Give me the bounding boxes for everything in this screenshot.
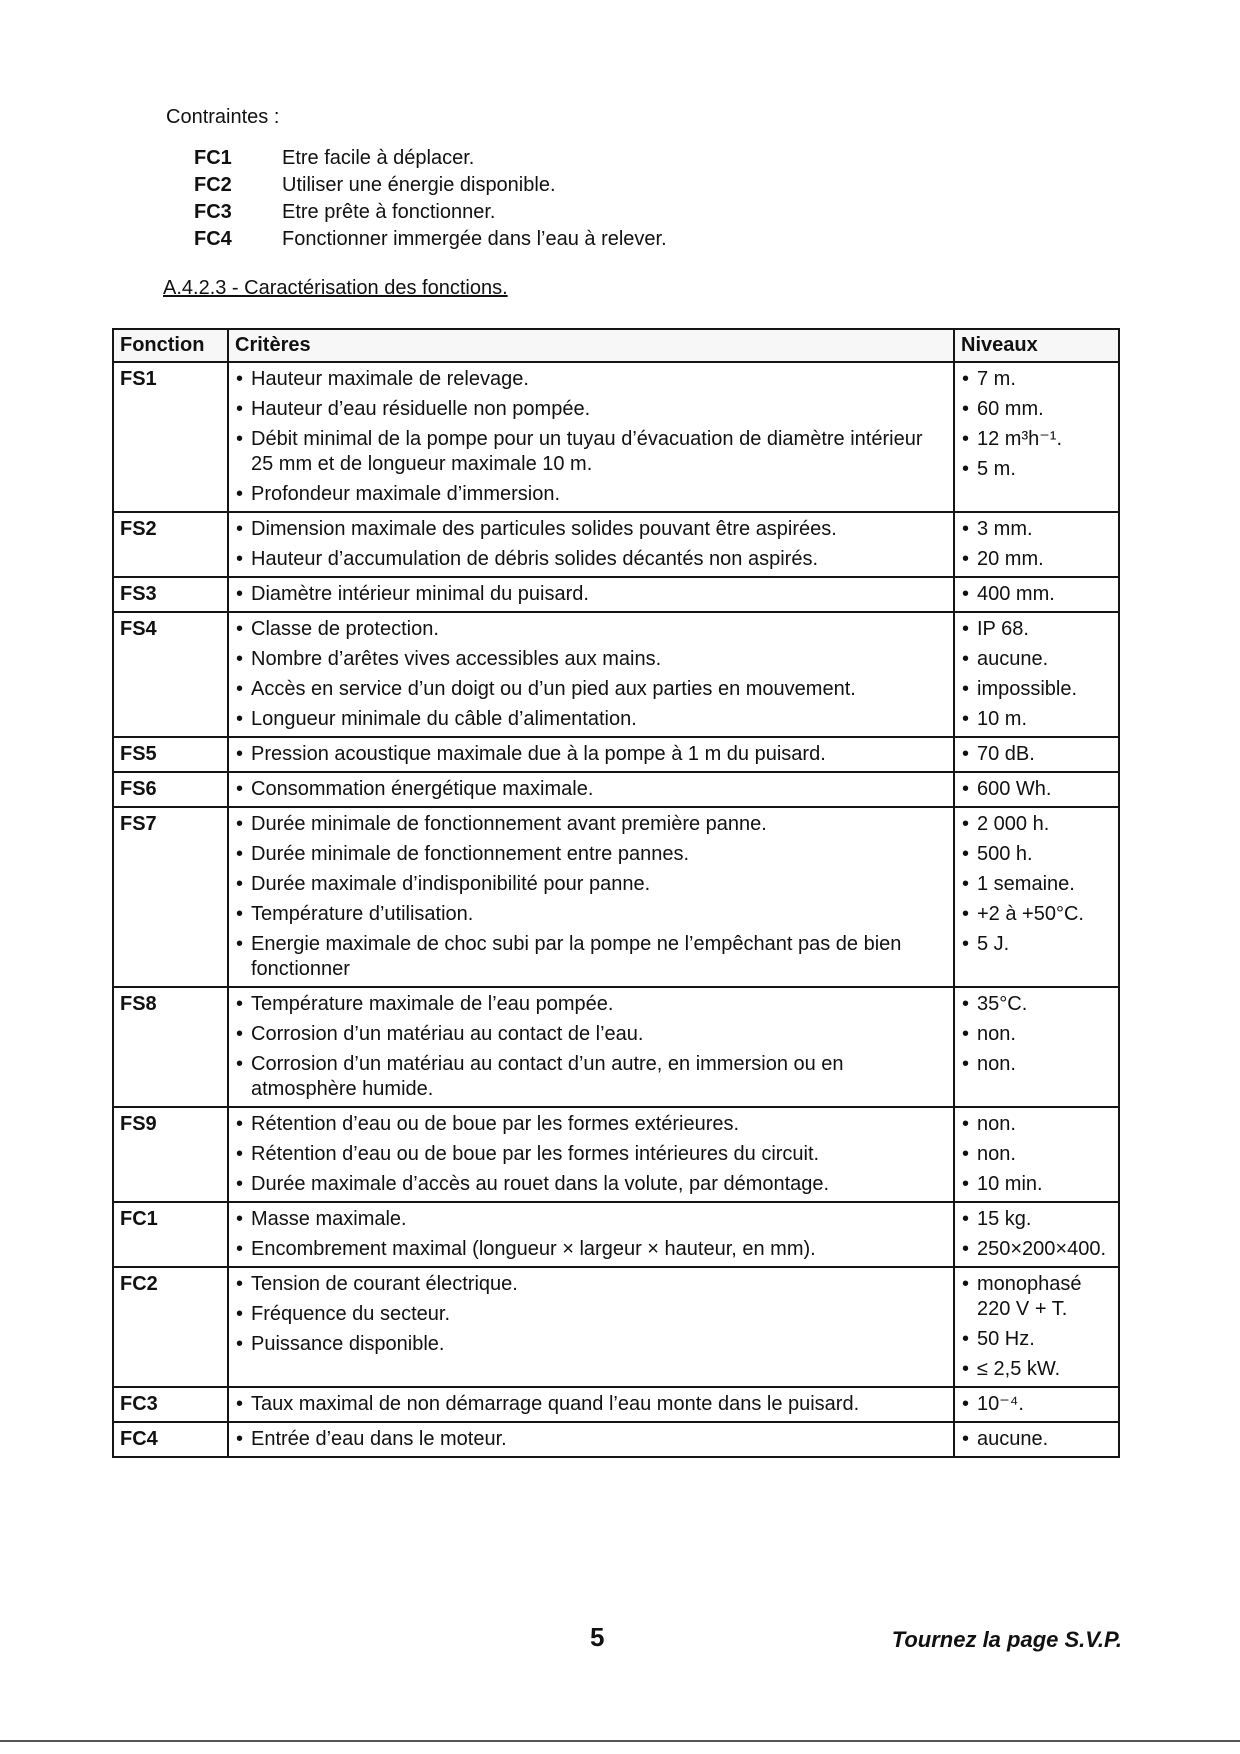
criterion-item: • Température d’utilisation. (235, 902, 947, 927)
constraints-list (194, 147, 667, 255)
level-item: • non. (961, 1052, 1112, 1077)
level-item: • 1 semaine. (961, 872, 1112, 897)
function-code: FC2 (113, 1267, 228, 1387)
levels-cell (954, 737, 1119, 772)
criteria-cell (228, 1202, 954, 1267)
level-item: • 2 000 h. (961, 812, 1112, 837)
levels-cell (954, 1422, 1119, 1457)
function-code: FS1 (113, 362, 228, 512)
table-row (113, 737, 1119, 772)
criterion-item: • Pression acoustique maximale due à la pompe à 1 m du puisard. (235, 742, 947, 767)
criteria-cell (228, 987, 954, 1107)
function-code: FS4 (113, 612, 228, 737)
function-code: FS8 (113, 987, 228, 1107)
level-item: • 12 m³h⁻¹. (961, 427, 1112, 452)
level-item: • 250×200×400. (961, 1237, 1112, 1262)
constraint-text: Utiliser une énergie disponible. (282, 174, 556, 196)
constraint-text: Etre prête à fonctionner. (282, 201, 496, 223)
levels-cell (954, 612, 1119, 737)
criteria-cell (228, 1107, 954, 1202)
levels-cell (954, 1202, 1119, 1267)
levels-cell (954, 772, 1119, 807)
levels-cell (954, 1267, 1119, 1387)
level-item: • 15 kg. (961, 1207, 1112, 1232)
criteria-cell (228, 1387, 954, 1422)
constraint-text: Fonctionner immergée dans l’eau à relever. (282, 228, 667, 250)
constraints-title: Contraintes : (166, 106, 280, 128)
criterion-item: • Accès en service d’un doigt ou d’un pied aux parties en mouvement. (235, 677, 947, 702)
criterion-item: • Encombrement maximal (longueur × largeur × hauteur, en mm). (235, 1237, 947, 1262)
table-row (113, 1267, 1119, 1387)
level-item: • non. (961, 1142, 1112, 1167)
header-fonction: Fonction (113, 329, 228, 362)
levels-cell (954, 577, 1119, 612)
level-item: • 50 Hz. (961, 1327, 1112, 1352)
criterion-item: • Débit minimal de la pompe pour un tuyau d’évacuation de diamètre intérieur 25 mm et de longueur maximale 10 m. (235, 427, 947, 477)
constraint-text: Etre facile à déplacer. (282, 147, 475, 169)
criterion-item: • Classe de protection. (235, 617, 947, 642)
table-row (113, 1422, 1119, 1457)
function-code: FS9 (113, 1107, 228, 1202)
table-row (113, 362, 1119, 512)
table-row (113, 577, 1119, 612)
page-number: 5 (590, 1622, 605, 1652)
table-header-row (113, 329, 1119, 362)
criterion-item: • Dimension maximale des particules solides pouvant être aspirées. (235, 517, 947, 542)
criterion-item: • Tension de courant électrique. (235, 1272, 947, 1297)
level-item: • impossible. (961, 677, 1112, 702)
table-row (113, 987, 1119, 1107)
criterion-item: • Hauteur d’eau résiduelle non pompée. (235, 397, 947, 422)
criterion-item: • Hauteur maximale de relevage. (235, 367, 947, 392)
criteria-cell (228, 1422, 954, 1457)
level-item: • +2 à +50°C. (961, 902, 1112, 927)
table-row (113, 772, 1119, 807)
constraint-row (194, 147, 667, 174)
header-niveaux: Niveaux (954, 329, 1119, 362)
function-code: FC3 (113, 1387, 228, 1422)
criterion-item: • Durée minimale de fonctionnement entre pannes. (235, 842, 947, 867)
constraint-row (194, 228, 667, 255)
function-code: FC1 (113, 1202, 228, 1267)
criterion-item: • Rétention d’eau ou de boue par les formes extérieures. (235, 1112, 947, 1137)
level-item: • 60 mm. (961, 397, 1112, 422)
level-item: • aucune. (961, 647, 1112, 672)
footer-note: Tournez la page S.V.P. (891, 1627, 1122, 1652)
level-item: • 600 Wh. (961, 777, 1112, 802)
constraint-code: FC4 (194, 228, 232, 250)
criterion-item: • Durée maximale d’indisponibilité pour panne. (235, 872, 947, 897)
section-heading: A.4.2.3 - Caractérisation des fonctions. (163, 277, 508, 299)
criterion-item: • Durée minimale de fonctionnement avant première panne. (235, 812, 947, 837)
criteria-cell (228, 737, 954, 772)
level-item: • aucune. (961, 1427, 1112, 1452)
level-item: • 10⁻⁴. (961, 1392, 1112, 1417)
criteria-cell (228, 1267, 954, 1387)
criterion-item: • Corrosion d’un matériau au contact d’un autre, en immersion ou en atmosphère humide. (235, 1052, 947, 1102)
criteria-cell (228, 807, 954, 987)
criterion-item: • Profondeur maximale d’immersion. (235, 482, 947, 507)
table-row (113, 512, 1119, 577)
level-item: • non. (961, 1022, 1112, 1047)
level-item: • IP 68. (961, 617, 1112, 642)
levels-cell (954, 512, 1119, 577)
criterion-item: • Nombre d’arêtes vives accessibles aux mains. (235, 647, 947, 672)
function-code: FS2 (113, 512, 228, 577)
level-item: • non. (961, 1112, 1112, 1137)
level-item: • ≤ 2,5 kW. (961, 1357, 1112, 1382)
criteria-cell (228, 577, 954, 612)
table-row (113, 612, 1119, 737)
levels-cell (954, 807, 1119, 987)
level-item: • 20 mm. (961, 547, 1112, 572)
function-code: FS7 (113, 807, 228, 987)
criteria-cell (228, 612, 954, 737)
level-item: • 500 h. (961, 842, 1112, 867)
criterion-item: • Fréquence du secteur. (235, 1302, 947, 1327)
levels-cell (954, 1387, 1119, 1422)
criteria-cell (228, 772, 954, 807)
criteria-cell (228, 362, 954, 512)
level-item: • 7 m. (961, 367, 1112, 392)
levels-cell (954, 362, 1119, 512)
constraint-code: FC2 (194, 174, 232, 196)
level-item: • 3 mm. (961, 517, 1112, 542)
function-code: FS3 (113, 577, 228, 612)
criterion-item: • Entrée d’eau dans le moteur. (235, 1427, 947, 1452)
level-item: • 400 mm. (961, 582, 1112, 607)
criterion-item: • Hauteur d’accumulation de débris solides décantés non aspirés. (235, 547, 947, 572)
function-code: FC4 (113, 1422, 228, 1457)
table-row (113, 1202, 1119, 1267)
level-item: • 10 m. (961, 707, 1112, 732)
criteria-cell (228, 512, 954, 577)
table-row (113, 1107, 1119, 1202)
level-item: • 5 J. (961, 932, 1112, 957)
function-code: FS5 (113, 737, 228, 772)
level-item: • 10 min. (961, 1172, 1112, 1197)
level-item: • monophasé 220 V + T. (961, 1272, 1112, 1322)
criterion-item: • Corrosion d’un matériau au contact de l’eau. (235, 1022, 947, 1047)
table-row (113, 1387, 1119, 1422)
header-criteres: Critères (228, 329, 954, 362)
table-row (113, 807, 1119, 987)
level-item: • 35°C. (961, 992, 1112, 1017)
constraint-row (194, 201, 667, 228)
function-code: FS6 (113, 772, 228, 807)
constraint-row (194, 174, 667, 201)
criterion-item: • Consommation énergétique maximale. (235, 777, 947, 802)
criterion-item: • Durée maximale d’accès au rouet dans la volute, par démontage. (235, 1172, 947, 1197)
constraint-code: FC3 (194, 201, 232, 223)
functions-table (112, 328, 1120, 1458)
criterion-item: • Rétention d’eau ou de boue par les formes intérieures du circuit. (235, 1142, 947, 1167)
bottom-rule (0, 1740, 1240, 1742)
criterion-item: • Masse maximale. (235, 1207, 947, 1232)
level-item: • 70 dB. (961, 742, 1112, 767)
level-item: • 5 m. (961, 457, 1112, 482)
criterion-item: • Température maximale de l’eau pompée. (235, 992, 947, 1017)
criterion-item: • Diamètre intérieur minimal du puisard. (235, 582, 947, 607)
criterion-item: • Longueur minimale du câble d’alimentation. (235, 707, 947, 732)
criterion-item: • Taux maximal de non démarrage quand l’eau monte dans le puisard. (235, 1392, 947, 1417)
levels-cell (954, 987, 1119, 1107)
criterion-item: • Puissance disponible. (235, 1332, 947, 1357)
levels-cell (954, 1107, 1119, 1202)
constraint-code: FC1 (194, 147, 232, 169)
criterion-item: • Energie maximale de choc subi par la pompe ne l’empêchant pas de bien fonctionner (235, 932, 947, 982)
